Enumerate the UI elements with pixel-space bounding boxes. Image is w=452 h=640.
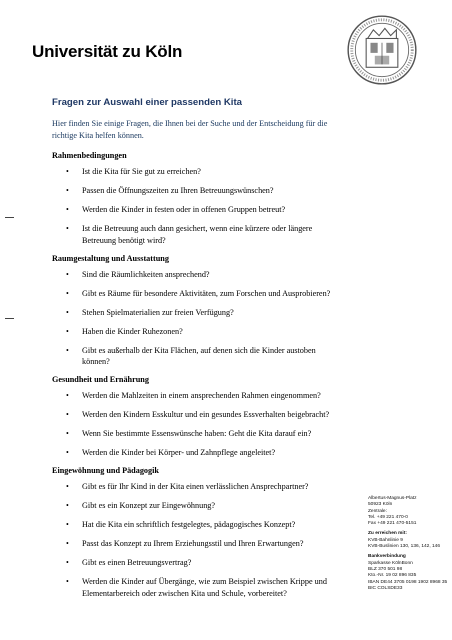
bullet-icon: • [66,501,69,510]
list-item [52,447,342,459]
document-body [52,97,342,607]
question-text: Haben die Kinder Ruhezonen? [82,326,183,336]
address-line: Albertus-Magnus-Platz [368,496,417,501]
bullet-icon: • [66,429,69,438]
list-item [52,307,342,319]
list-item [52,557,342,569]
transit-line: KVB-Bahnlinie 9 [368,537,403,543]
question-text: Werden die Kinder auf Übergänge, wie zum Beispiel zwischen Krippe und Elementarbereich oder zwischen Kita und Schule, vorbereitet? [82,577,327,598]
question-text: Passt das Konzept zu Ihrem Erziehungsstil und Ihren Erwartungen? [82,539,304,548]
question-text: Wenn Sie bestimmte Essenswünsche haben: Geht die Kita darauf ein? [82,429,312,438]
fold-mark [5,217,14,218]
bullet-icon: • [66,520,69,529]
bullet-icon: • [66,205,69,214]
document-heading: Fragen zur Auswahl einer passenden Kita [52,97,242,108]
contact-sidebar [368,496,452,596]
question-list [52,166,342,246]
university-seal-icon [346,14,418,86]
bullet-icon: • [66,167,69,176]
list-item [52,481,342,493]
bank-line: Sparkasse KölnBonn [368,560,413,566]
bank-line: BIC COLSDE33 [368,585,403,591]
list-item [52,223,342,246]
list-item [52,185,342,197]
transit-title: Zu erreichen mit: [368,531,407,537]
address-block [368,496,452,527]
bank-title: Bankverbindung [368,554,406,560]
bullet-icon: • [66,577,69,586]
question-text: Passen die Öffnungszeiten zu Ihren Betreuungswünschen? [82,186,274,195]
list-item [52,326,342,338]
bullet-icon: • [66,186,69,195]
question-list [52,269,342,368]
question-text: Sind die Räumlichkeiten ansprechend? [82,269,210,279]
bullet-icon: • [66,558,69,567]
question-text: Gibt es ein Konzept zur Eingewöhnung? [82,501,216,510]
section-title: Eingewöhnung und Pädagogik [52,466,159,475]
list-item [52,538,342,550]
bank-line: Kto.-Nr. 19 02 896 835 [368,573,417,579]
address-line: Zentrale: [368,508,387,514]
bullet-icon: • [66,224,69,233]
list-item [52,166,342,178]
bank-line: IBAN DE44 3705 0198 1902 8968 35 [368,579,448,585]
question-list [52,481,342,599]
intro-text: Hier finden Sie einige Fragen, die Ihnen bei der Suche und der Entscheidung für die richtige Kita helfen können. [52,119,328,140]
bullet-icon: • [66,307,69,317]
bullet-icon: • [66,482,69,491]
list-item [52,288,342,300]
bullet-icon: • [66,345,69,355]
bullet-icon: • [66,410,69,419]
question-text: Gibt es Räume für besondere Aktivitäten, zum Forschen und Ausprobieren? [82,288,331,298]
address-line: Tel. +49 221 470-0 [368,514,408,520]
list-item [52,390,342,402]
fold-mark [5,318,14,319]
list-item [52,269,342,281]
list-item [52,428,342,440]
bank-block [368,554,452,592]
address-line: Fax +49 221 470-5151 [368,521,417,527]
question-text: Stehen Spielmaterialien zur freien Verfügung? [82,307,234,317]
address-line: 50923 Köln [368,502,393,508]
bullet-icon: • [66,539,69,548]
section-title: Rahmenbedingungen [52,151,127,160]
question-text: Ist die Kita für Sie gut zu erreichen? [82,167,201,176]
list-item [52,576,342,599]
question-text: Gibt es für Ihr Kind in der Kita einen verlässlichen Ansprechpartner? [82,482,309,491]
list-item [52,204,342,216]
question-text: Gibt es einen Betreuungsvertrag? [82,558,192,567]
list-item [52,345,342,368]
bullet-icon: • [66,448,69,457]
question-text: Werden die Kinder bei Körper- und Zahnpflege angeleitet? [82,448,276,457]
list-item [52,500,342,512]
list-item [52,519,342,531]
question-text: Hat die Kita ein schriftlich festgelegtes, pädagogisches Konzept? [82,520,296,529]
bullet-icon: • [66,391,69,400]
bank-line: BLZ 370 501 98 [368,566,403,572]
question-list [52,390,342,459]
bullet-icon: • [66,269,69,279]
transit-line: KVB-Buslinien 130, 136, 142, 146 [368,544,441,550]
question-text: Werden die Mahlzeiten in einem ansprechenden Rahmen eingenommen? [82,391,321,400]
list-item [52,409,342,421]
section-title: Gesundheit und Ernährung [52,375,149,384]
transit-block [368,531,452,550]
university-name: Universität zu Köln [32,42,183,61]
section-title: Raumgestaltung und Ausstattung [52,253,169,263]
bullet-icon: • [66,326,69,336]
bullet-icon: • [66,288,69,298]
question-text: Ist die Betreuung auch dann gesichert, wenn eine kürzere oder längere Betreuung benötigt wird? [82,224,313,245]
question-text: Werden die Kinder in festen oder in offenen Gruppen betreut? [82,205,286,214]
question-text: Gibt es außerhalb der Kita Flächen, auf denen sich die Kinder austoben können? [82,345,316,366]
question-sections [52,151,342,599]
question-text: Werden den Kindern Esskultur und ein gesundes Essverhalten beigebracht? [82,410,330,419]
